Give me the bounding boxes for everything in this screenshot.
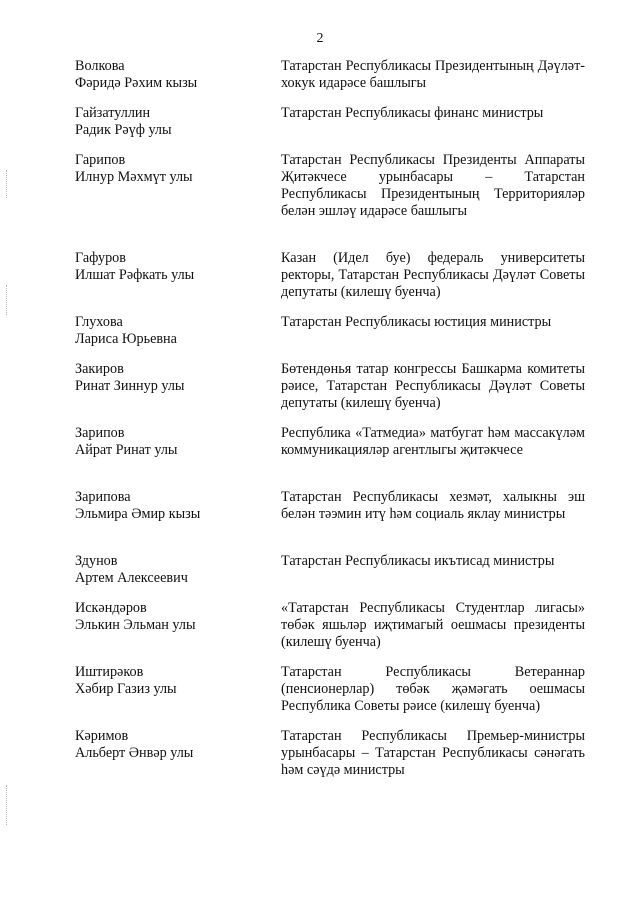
list-item [75,728,585,792]
member-position: Бөтендөнья татар конгрессы Башкарма комитеты рәисе, Татарстан Республикасы Дәүләт Советы депутаты (килешү буенча) [281,361,585,411]
member-position: Татарстан Республикасы икътисад министры [281,553,555,569]
member-position: Татарстан Республикасы хезмәт, халыкны эш белән тәэмин итү һәм социаль яклау министры [281,489,585,522]
member-given-name: Альберт Әнвәр улы [75,745,194,761]
list-item [75,425,585,489]
member-surname: Гарипов [75,152,126,168]
member-position: Татарстан Республикасы Ветераннар (пенсионерлар) төбәк җәмәгать оешмасы Республика Советы рәисе (килешү буенча) [281,664,585,714]
binding-margin-dots [6,285,9,315]
page-number: 2 [316,31,324,46]
member-position: Татарстан Республикасы Президентының Дәүләт-хокук идарәсе башлыгы [281,58,585,91]
member-name [75,58,281,92]
member-name [75,250,281,284]
member-surname: Иштирәков [75,664,144,680]
member-given-name: Артем Алексеевич [75,570,188,586]
member-name [75,664,281,698]
list-item [75,600,585,664]
member-given-name: Айрат Ринат улы [75,442,178,458]
member-name [75,425,281,459]
member-name [75,553,281,587]
member-name [75,728,281,762]
member-given-name: Лариса Юрьевна [75,331,177,347]
member-surname: Гафуров [75,250,126,266]
member-given-name: Ринат Зиннур улы [75,378,185,394]
member-position: Татарстан Республикасы финанс министры [281,105,544,121]
list-item [75,361,585,425]
member-position: Татарстан Республикасы Президенты Аппараты Җитәкчесе урынбасары – Татарстан Республикасы Президентының Территорияләр белән эшләү идарәсе башлыгы [281,152,585,219]
list-item [75,58,585,105]
binding-margin-dots [6,170,9,198]
member-name [75,600,281,634]
member-name [75,105,281,139]
member-position: «Татарстан Республикасы Студентлар лигасы» төбәк яшьләр иҗтимагый оешмасы президенты (килешү буенча) [281,600,585,650]
member-given-name: Элькин Эльман улы [75,617,196,633]
member-position: Татарстан Республикасы юстиция министры [281,314,552,330]
list-item [75,489,585,553]
member-given-name: Фәридә Рәхим кызы [75,75,198,91]
member-surname: Зарипова [75,489,131,505]
member-surname: Волкова [75,58,125,74]
list-item [75,664,585,728]
member-given-name: Илнур Мәхмүт улы [75,169,193,185]
member-name [75,152,281,186]
member-surname: Закиров [75,361,124,377]
member-given-name: Эльмира Әмир кызы [75,506,201,522]
member-given-name: Хәбир Газиз улы [75,681,177,697]
member-surname: Гайзатуллин [75,105,151,121]
list-item [75,314,585,361]
member-name [75,361,281,395]
member-given-name: Радик Рәүф улы [75,122,172,138]
list-item [75,553,585,600]
list-item [75,152,585,250]
member-name [75,314,281,348]
member-position: Республика «Татмедиа» матбугат һәм массакүләм коммуникацияләр агентлыгы җитәкчесе [281,425,585,458]
member-given-name: Илшат Рәфкать улы [75,267,195,283]
member-name [75,489,281,523]
binding-margin-dots [6,785,9,825]
member-surname: Здунов [75,553,118,569]
member-surname: Зарипов [75,425,125,441]
list-item [75,250,585,314]
member-position: Казан (Идел буе) федераль университеты ректоры, Татарстан Республикасы Дәүләт Советы депутаты (килешү буенча) [281,250,585,300]
member-surname: Кәримов [75,728,129,744]
member-surname: Искәндәров [75,600,147,616]
member-list [75,58,585,792]
member-position: Татарстан Республикасы Премьер-министры урынбасары – Татарстан Республикасы сәнәгать һәм сәүдә министры [281,728,585,778]
list-item [75,105,585,152]
member-surname: Глухова [75,314,123,330]
